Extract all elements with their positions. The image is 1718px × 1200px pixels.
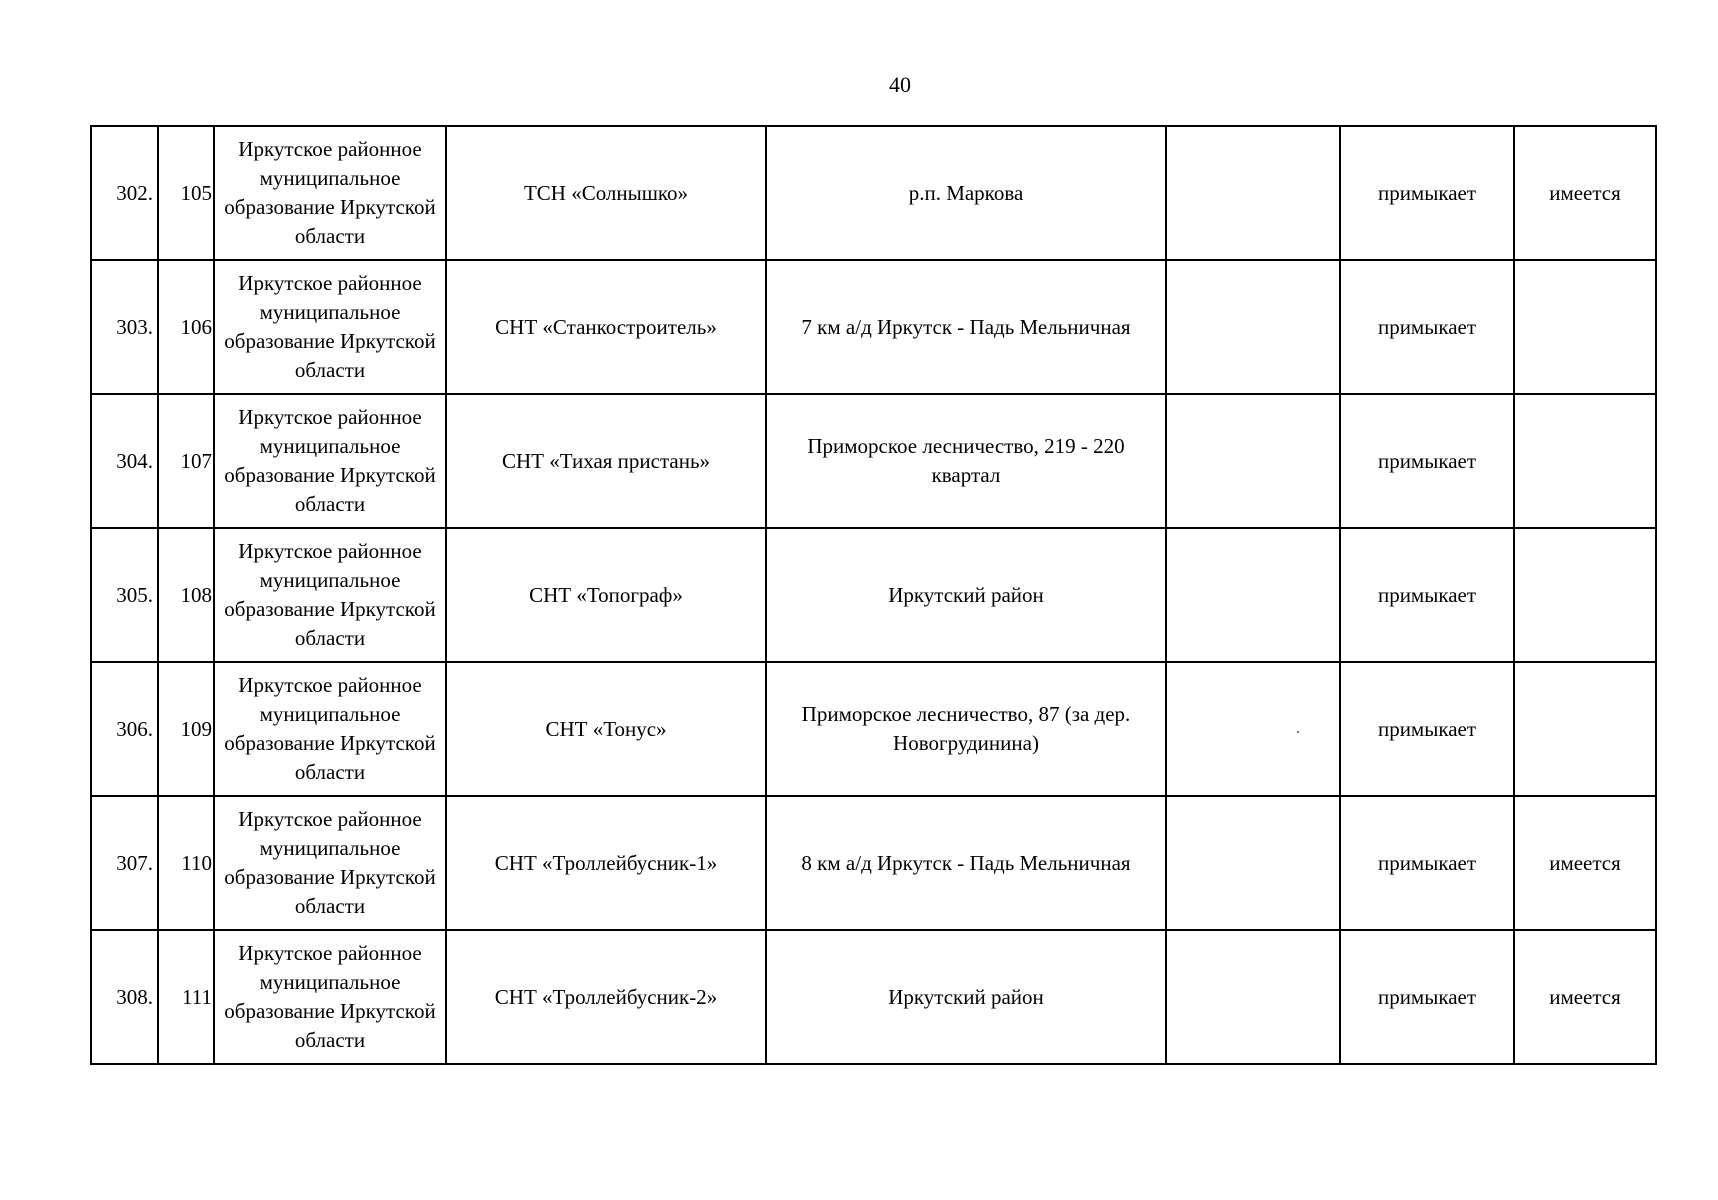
table-row (91, 930, 1656, 1064)
empty-cell (1166, 796, 1340, 930)
table-row (91, 126, 1656, 260)
availability-cell: имеется (1514, 930, 1656, 1064)
empty-cell (1166, 126, 1340, 260)
row-number: 308. (91, 930, 158, 1064)
municipality-cell: Иркутское районное муниципальное образование Иркутской области (214, 662, 446, 796)
sub-number: 107 (158, 394, 214, 528)
name-cell: СНТ «Тихая пристань» (446, 394, 766, 528)
name-cell: СНТ «Троллейбусник-1» (446, 796, 766, 930)
municipality-cell: Иркутское районное муниципальное образование Иркутской области (214, 528, 446, 662)
row-number: 306. (91, 662, 158, 796)
availability-cell (1514, 662, 1656, 796)
empty-cell (1166, 528, 1340, 662)
name-cell: СНТ «Топограф» (446, 528, 766, 662)
table-row (91, 394, 1656, 528)
data-table (90, 125, 1657, 1065)
location-cell: Приморское лесничество, 219 - 220 квартал (766, 394, 1166, 528)
location-cell: 8 км а/д Иркутск - Падь Мельничная (766, 796, 1166, 930)
location-cell: Приморское лесничество, 87 (за дер. Новогрудинина) (766, 662, 1166, 796)
row-number: 307. (91, 796, 158, 930)
sub-number: 108 (158, 528, 214, 662)
row-number: 305. (91, 528, 158, 662)
availability-cell: имеется (1514, 126, 1656, 260)
municipality-cell: Иркутское районное муниципальное образование Иркутской области (214, 394, 446, 528)
scan-speck (1297, 731, 1299, 733)
sub-number: 109 (158, 662, 214, 796)
empty-cell (1166, 394, 1340, 528)
location-cell: 7 км а/д Иркутск - Падь Мельничная (766, 260, 1166, 394)
adjacency-cell: примыкает (1340, 260, 1514, 394)
empty-cell (1166, 260, 1340, 394)
sub-number: 111 (158, 930, 214, 1064)
table-row (91, 528, 1656, 662)
table-row (91, 260, 1656, 394)
sub-number: 110 (158, 796, 214, 930)
location-cell: Иркутский район (766, 930, 1166, 1064)
availability-cell (1514, 260, 1656, 394)
availability-cell: имеется (1514, 796, 1656, 930)
adjacency-cell: примыкает (1340, 528, 1514, 662)
municipality-cell: Иркутское районное муниципальное образование Иркутской области (214, 260, 446, 394)
row-number: 302. (91, 126, 158, 260)
row-number: 303. (91, 260, 158, 394)
empty-cell (1166, 662, 1340, 796)
adjacency-cell: примыкает (1340, 930, 1514, 1064)
location-cell: Иркутский район (766, 528, 1166, 662)
sub-number: 106 (158, 260, 214, 394)
municipality-cell: Иркутское районное муниципальное образование Иркутской области (214, 930, 446, 1064)
row-number: 304. (91, 394, 158, 528)
municipality-cell: Иркутское районное муниципальное образование Иркутской области (214, 796, 446, 930)
adjacency-cell: примыкает (1340, 394, 1514, 528)
availability-cell (1514, 528, 1656, 662)
location-cell: р.п. Маркова (766, 126, 1166, 260)
name-cell: СНТ «Троллейбусник-2» (446, 930, 766, 1064)
adjacency-cell: примыкает (1340, 796, 1514, 930)
empty-cell (1166, 930, 1340, 1064)
table-row (91, 662, 1656, 796)
name-cell: ТСН «Солнышко» (446, 126, 766, 260)
name-cell: СНТ «Тонус» (446, 662, 766, 796)
adjacency-cell: примыкает (1340, 126, 1514, 260)
sub-number: 105 (158, 126, 214, 260)
municipality-cell: Иркутское районное муниципальное образование Иркутской области (214, 126, 446, 260)
availability-cell (1514, 394, 1656, 528)
table-row (91, 796, 1656, 930)
name-cell: СНТ «Станкостроитель» (446, 260, 766, 394)
adjacency-cell: примыкает (1340, 662, 1514, 796)
page-number: 40 (889, 72, 911, 97)
